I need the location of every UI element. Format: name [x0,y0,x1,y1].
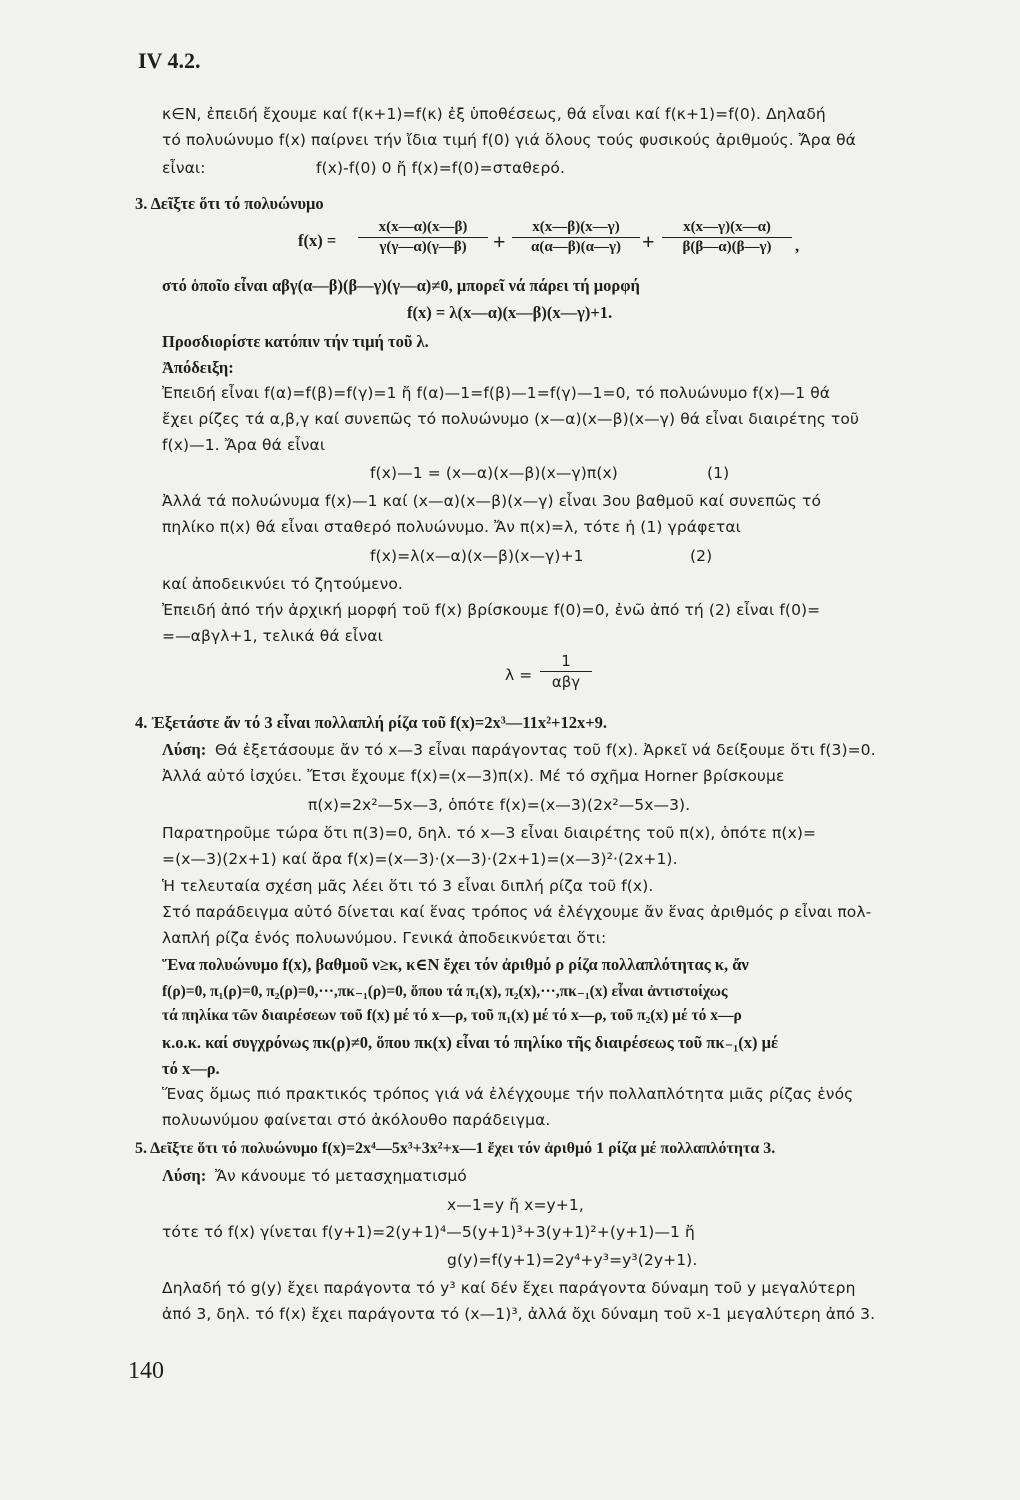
text-line: Θά ἐξετάσουμε ἄν τό x—3 εἶναι παράγοντας τοῦ f(x). Ἀρκεῖ νά δείξουμε ὅτι f(3)=0. [215,741,876,759]
fraction-3-numerator: x(x—γ)(x—α) [683,219,771,235]
fraction-1-numerator: x(x—α)(x—β) [378,219,468,235]
equation: π(x)=2x²—5x—3, ὁπότε f(x)=(x—3)(2x²—5x—3). [308,796,691,814]
text-line: εἶναι: [162,159,206,177]
lambda-numerator: 1 [561,652,571,670]
formula-lhs: f(x) = [298,231,337,250]
text-line: Ἕνας ὅμως πιό πρακτικός τρόπος γιά νά ἐλέγχουμε τήν πολλαπλότητα μιᾶς ρίζας ἑνός [162,1085,854,1103]
text-line: καί ἀποδεικνύει τό ζητούμενο. [162,575,403,593]
text-line: ἔχει ρίζες τά α,β,γ καί συνεπῶς τό πολυώνυμο (x—α)(x—β)(x—γ) θά εἶναι διαιρέτης τοῦ [162,410,860,428]
text-line: Δηλαδή τό g(y) ἔχει παράγοντα τό y³ καί δέν ἔχει παράγοντα δύναμη τοῦ y μεγαλύτερη [162,1279,856,1297]
fraction-bar [512,237,640,238]
theorem-line: κ.ο.κ. καί συγχρόνως πκ(ρ)≠0, ὅπου πκ(x) εἶναι τό πηλίκο τῆς διαιρέσεως τοῦ πκ₋₁(x) μέ [162,1033,778,1052]
fraction-bar [540,671,592,672]
equation: f(x)—1 = (x—α)(x—β)(x—γ)π(x) [370,464,618,482]
text-line: Ἡ τελευταία σχέση μᾶς λέει ὅτι τό 3 εἶναι διπλή ρίζα τοῦ f(x). [162,877,654,895]
text-line: =—αβγλ+1, τελικά θά εἶναι [162,627,383,645]
equation: f(x) = λ(x—α)(x—β)(x—γ)+1. [407,303,613,322]
lambda-denominator: αβγ [551,673,581,691]
proof-label: Ἀπόδειξη: [162,358,234,377]
text-line: Παρατηροῦμε τώρα ὅτι π(3)=0, δηλ. τό x—3 εἶναι διαιρέτης τοῦ π(x), ὁπότε π(x)= [162,824,817,842]
plus-sign: + [493,229,506,254]
text-line: τό πολυώνυμο f(x) παίρνει τήν ἴδια τιμή f(0) γιά ὅλους τούς φυσικούς ἀριθμούς. Ἄρα θά [162,131,856,149]
text-line: Ἐπειδή εἶναι f(α)=f(β)=f(γ)=1 ἤ f(α)—1=f(β)—1=f(γ)—1=0, τό πολυώνυμο f(x)—1 θά [162,384,831,402]
text-line: πολυωνύμου φαίνεται στό ἀκόλουθο παράδειγμα. [162,1111,551,1129]
equation-tag: (2) [690,547,713,565]
fraction-2-numerator: x(x—β)(x—γ) [532,219,620,235]
text-line: Ἐπειδή ἀπό τήν ἀρχική μορφή τοῦ f(x) βρίσκουμε f(0)=0, ἐνῶ ἀπό τή (2) εἶναι f(0)= [162,601,821,619]
fraction-2 [512,219,640,256]
fraction-3-denominator: β(β—α)(β—γ) [682,239,772,255]
theorem-line: τά πηλίκα τῶν διαιρέσεων τοῦ f(x) μέ τό x—ρ, τοῦ π₁(x) μέ τό x—ρ, τοῦ π₂(x) μέ τό x—ρ [162,1007,742,1024]
problem-4-title: 4. Ἐξετάστε ἄν τό 3 εἶναι πολλαπλή ρίζα τοῦ f(x)=2x³—11x²+12x+9. [135,713,607,732]
text-line: κ∈N, ἐπειδή ἔχουμε καί f(κ+1)=f(κ) ἐξ ὑποθέσεως, θά εἶναι καί f(κ+1)=f(0). Δηλαδή [162,105,826,123]
equation: x—1=y ἤ x=y+1, [447,1196,584,1214]
text-line: Στό παράδειγμα αὐτό δίνεται καί ἕνας τρόπος νά ἐλέγχουμε ἄν ἕνας ἀριθμός ρ εἶναι πολ- [162,903,872,921]
lambda-lhs: λ = [505,666,533,684]
text-line: Ἀλλά αὐτό ἰσχύει. Ἔτσι ἔχουμε f(x)=(x—3)π(x). Μέ τό σχῆμα Horner βρίσκουμε [162,767,785,785]
solution-label: Λύση: [162,1166,207,1185]
plus-sign: + [642,229,655,254]
fraction-3 [662,219,792,256]
fraction-bar [358,237,488,238]
section-header: IV 4.2. [138,48,201,73]
equation: g(y)=f(y+1)=2y⁴+y³=y³(2y+1). [447,1251,698,1269]
fraction-2-denominator: α(α—β)(α—γ) [530,239,621,255]
fraction-1-denominator: γ(γ—α)(γ—β) [379,239,467,255]
comma: , [795,236,800,255]
problem-5-title: 5. Δεῖξτε ὅτι τό πολυώνυμο f(x)=2x⁴—5x³+3x²+x—1 ἔχει τόν ἀριθμό 1 ρίζα μέ πολλαπλότητα 3. [135,1140,776,1157]
problem-3-title: 3. Δεῖξτε ὅτι τό πολυώνυμο [135,194,324,213]
text-line: =(x—3)(2x+1) καί ἄρα f(x)=(x—3)·(x—3)·(2x+1)=(x—3)²·(2x+1). [162,850,678,868]
text-line: πηλίκο π(x) θά εἶναι σταθερό πολυώνυμο. Ἄν π(x)=λ, τότε ἡ (1) γράφεται [162,518,742,536]
text-line: τότε τό f(x) γίνεται f(y+1)=2(y+1)⁴—5(y+1)³+3(y+1)²+(y+1)—1 ἤ [162,1223,695,1241]
theorem-line: f(ρ)=0, π₁(ρ)=0, π₂(ρ)=0,···,πκ₋₁(ρ)=0, ὅπου τά π₁(x), π₂(x),···,πκ₋₁(x) εἶναι ἀντιστοίχως [162,983,728,1000]
page-number: 140 [128,1358,164,1384]
text-line: ἀπό 3, δηλ. τό f(x) ἔχει παράγοντα τό (x—1)³, ἀλλά ὄχι δύναμη τοῦ x-1 μεγαλύτερη ἀπό 3. [162,1305,876,1323]
solution-label: Λύση: [162,740,207,759]
theorem-line: Ἕνα πολυώνυμο f(x), βαθμοῦ ν≥κ, κ∈N ἔχει τόν ἀριθμό ρ ρίζα πολλαπλότητας κ, ἄν [162,955,749,974]
equation: f(x)=λ(x—α)(x—β)(x—γ)+1 [370,547,584,565]
text-line: Ἀλλά τά πολυώνυμα f(x)—1 καί (x—α)(x—β)(x—γ) εἶναι 3ου βαθμοῦ καί συνεπῶς τό [162,492,822,510]
text-line: Ἄν κάνουμε τό μετασχηματισμό [215,1167,467,1185]
text-line: λαπλή ρίζα ἑνός πολυωνύμου. Γενικά ἀποδεικνύεται ὅτι: [162,929,607,947]
equation-tag: (1) [707,464,730,482]
lambda-fraction [540,652,592,691]
text-line: στό ὁποῖο εἶναι αβγ(α—β)(β—γ)(γ—α)≠0, μπορεῖ νά πάρει τή μορφή [162,276,640,295]
fraction-bar [662,237,792,238]
theorem-line: τό x—ρ. [162,1059,220,1078]
text-line: Προσδιορίστε κατόπιν τήν τιμή τοῦ λ. [162,332,429,351]
text-line: f(x)—1. Ἄρα θά εἶναι [162,436,326,454]
text-line: f(x)-f(0) 0 ἤ f(x)=f(0)=σταθερό. [316,159,565,177]
fraction-1 [358,219,488,256]
